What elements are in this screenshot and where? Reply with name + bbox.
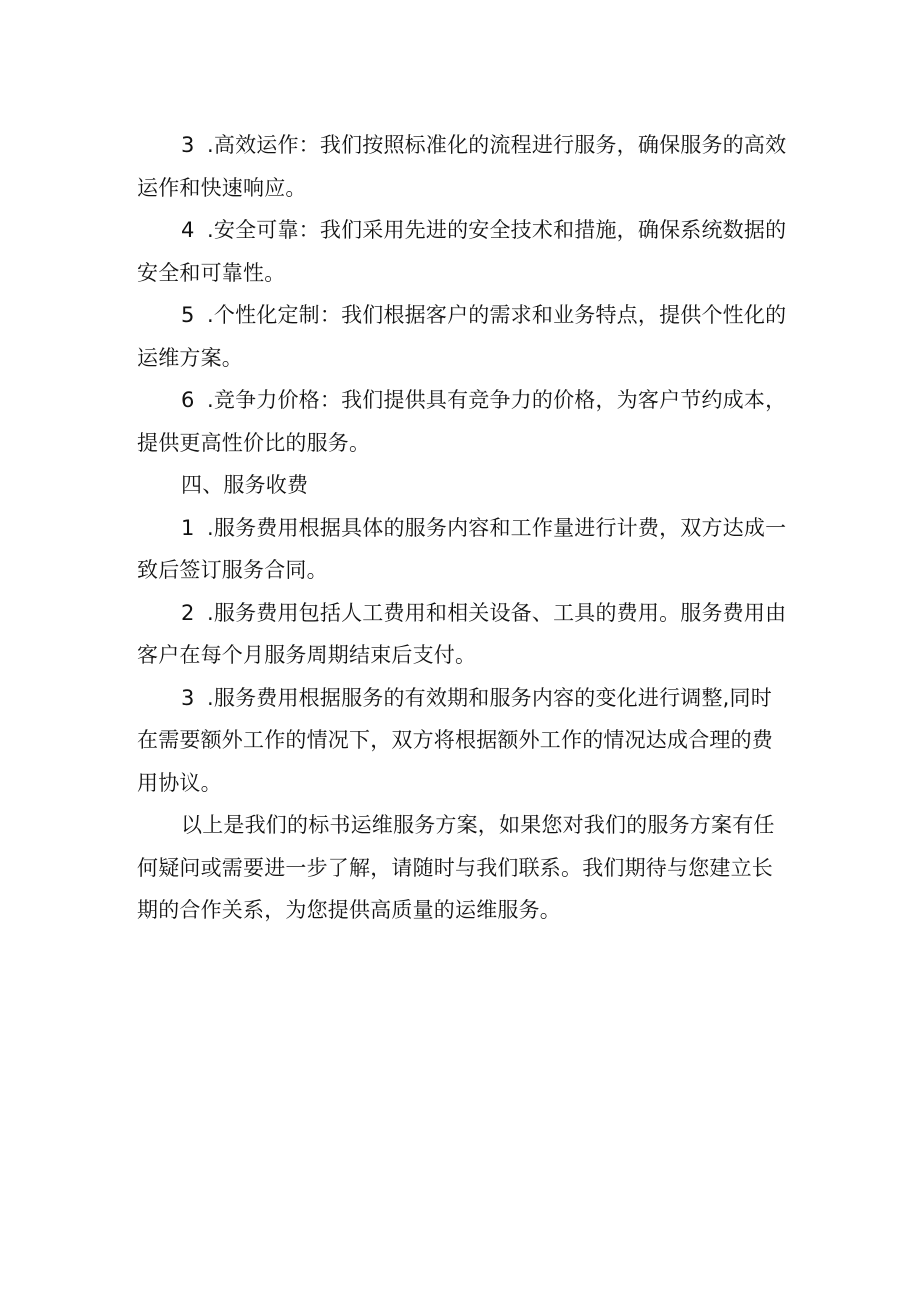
item-text: .服务费用包括人工费用和相关设备、工具的费用。服务费用由客户在每个月服务周期结束后支付。 xyxy=(137,600,787,667)
item-text: .服务费用根据具体的服务内容和工作量进行计费，双方达成一致后签订服务合同。 xyxy=(137,515,787,582)
item-number: 6 xyxy=(181,388,195,412)
item-text: .竞争力价格：我们提供具有竞争力的价格，为客户节约成本，提供更高性价比的服务。 xyxy=(137,388,787,455)
closing-paragraph: 以上是我们的标书运维服务方案，如果您对我们的服务方案有任何疑问或需要进一步了解，请随时与我们联系。我们期待与您建立长期的合作关系，为您提供高质量的运维服务。 xyxy=(137,813,775,922)
item-number: 2 xyxy=(181,600,195,625)
list-item-secure-reliable xyxy=(137,209,787,294)
item-text: .高效运作：我们按照标准化的流程进行服务，确保服务的高效运作和快速响应。 xyxy=(137,133,787,200)
list-item-fee-adjustment xyxy=(137,677,787,805)
item-text: .个性化定制：我们根据客户的需求和业务特点，提供个性化的运维方案。 xyxy=(137,303,787,370)
list-item-customization xyxy=(137,294,787,379)
list-item-fee-scope xyxy=(137,592,787,677)
item-text: .服务费用根据服务的有效期和服务内容的变化进行调整,同时在需要额外工作的情况下，双方将根据额外工作的情况达成合理的费用协议。 xyxy=(137,685,773,795)
item-number: 3 xyxy=(181,133,195,157)
item-number: 1 xyxy=(181,515,195,540)
item-number: 4 xyxy=(181,218,195,242)
list-item-competitive-price xyxy=(137,379,787,464)
document-body xyxy=(137,124,787,932)
section-heading: 四、服务收费 xyxy=(181,473,309,497)
list-item-fee-basis xyxy=(137,507,787,592)
list-item-efficient-operation xyxy=(137,124,787,209)
item-text: .安全可靠：我们采用先进的安全技术和措施，确保系统数据的安全和可靠性。 xyxy=(137,218,787,285)
item-number: 5 xyxy=(181,303,195,327)
item-number: 3 xyxy=(181,685,195,710)
